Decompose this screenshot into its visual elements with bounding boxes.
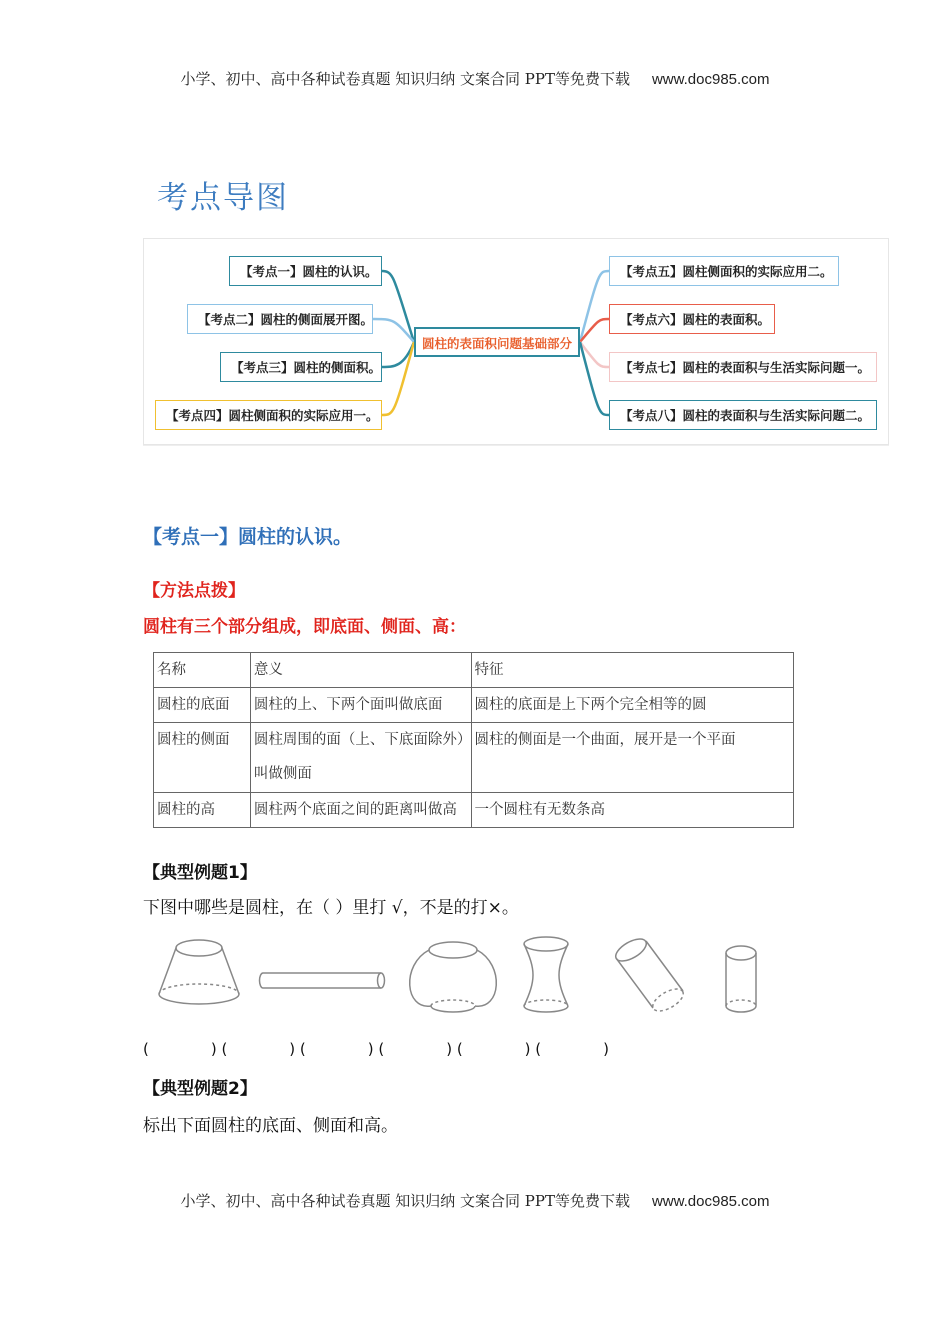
- table-cell: 圆柱的上、下两个面叫做底面: [250, 688, 471, 723]
- info-table: [153, 652, 794, 828]
- table-header-cell: 名称: [154, 653, 251, 688]
- page-footer: [0, 1190, 950, 1211]
- answer-blanks[interactable]: ( ) ( ) ( ) ( ) ( ) ( ): [143, 1040, 609, 1058]
- footer-url[interactable]: www.doc985.com: [651, 1193, 770, 1210]
- example2-title: 【典型例题2】: [143, 1079, 257, 1099]
- connector-right-1: [580, 271, 609, 342]
- mind-map-node-4[interactable]: 【考点四】圆柱侧面积的实际应用一。: [155, 400, 382, 430]
- connector-right-4: [580, 342, 609, 415]
- example1-question: 下图中哪些是圆柱，在（ ）里打 √，不是的打×。: [143, 898, 519, 918]
- mind-map-node-6[interactable]: 【考点六】圆柱的表面积。: [609, 304, 775, 334]
- footer-text: 小学、初中、高中各种试卷真题 知识归纳 文案合同 PPT等免费下载: [180, 1192, 630, 1210]
- mind-map-node-1[interactable]: 【考点一】圆柱的认识。: [229, 256, 382, 286]
- table-cell: 圆柱两个底面之间的距离叫做高: [250, 793, 471, 828]
- frustum-shape: [159, 940, 239, 1004]
- concave-shape: [524, 937, 568, 1012]
- table-cell: 圆柱周围的面（上、下底面除外）叫做侧面: [250, 723, 471, 793]
- example1-title: 【典型例题1】: [143, 863, 257, 883]
- rod-shape: [260, 973, 385, 988]
- table-row: [154, 688, 794, 723]
- table-row: [154, 723, 794, 793]
- page-title: 考点导图: [157, 180, 289, 216]
- table-cell: 圆柱的侧面是一个曲面，展开是一个平面: [471, 723, 793, 793]
- mind-map-center[interactable]: 圆柱的表面积问题基础部分: [414, 327, 580, 357]
- sphere-shape: [410, 942, 497, 1012]
- method-text: 圆柱有三个部分组成，即底面、侧面、高：: [143, 617, 466, 637]
- header-text: 小学、初中、高中各种试卷真题 知识归纳 文案合同 PPT等免费下载: [180, 70, 630, 88]
- mind-map-node-8[interactable]: 【考点八】圆柱的表面积与生活实际问题二。: [609, 400, 877, 430]
- mind-map-node-7[interactable]: 【考点七】圆柱的表面积与生活实际问题一。: [609, 352, 877, 382]
- cylinder-shape: [726, 946, 756, 1012]
- mind-map-node-5[interactable]: 【考点五】圆柱侧面积的实际应用二。: [609, 256, 839, 286]
- table-cell: 圆柱的侧面: [154, 723, 251, 793]
- table-cell: 一个圆柱有无数条高: [471, 793, 793, 828]
- mind-map: [143, 238, 889, 445]
- method-title: 【方法点拨】: [143, 581, 245, 601]
- page-header: [0, 68, 950, 89]
- table-cell: 圆柱的底面是上下两个完全相等的圆: [471, 688, 793, 723]
- example2-question: 标出下面圆柱的底面、侧面和高。: [143, 1116, 398, 1136]
- table-cell: 圆柱的高: [154, 793, 251, 828]
- mind-map-node-3[interactable]: 【考点三】圆柱的侧面积。: [220, 352, 382, 382]
- shape-figures: [143, 930, 793, 1025]
- table-header-cell: 特征: [471, 653, 793, 688]
- table-row: [154, 793, 794, 828]
- tilted-cylinder-shape: [612, 935, 686, 1016]
- connector-left-1: [382, 271, 414, 342]
- table-header-cell: 意义: [250, 653, 471, 688]
- table-header-row: [154, 653, 794, 688]
- table-cell: 圆柱的底面: [154, 688, 251, 723]
- section-title: 【考点一】圆柱的认识。: [143, 526, 353, 548]
- mind-map-node-2[interactable]: 【考点二】圆柱的侧面展开图。: [187, 304, 373, 334]
- header-url[interactable]: www.doc985.com: [651, 71, 770, 88]
